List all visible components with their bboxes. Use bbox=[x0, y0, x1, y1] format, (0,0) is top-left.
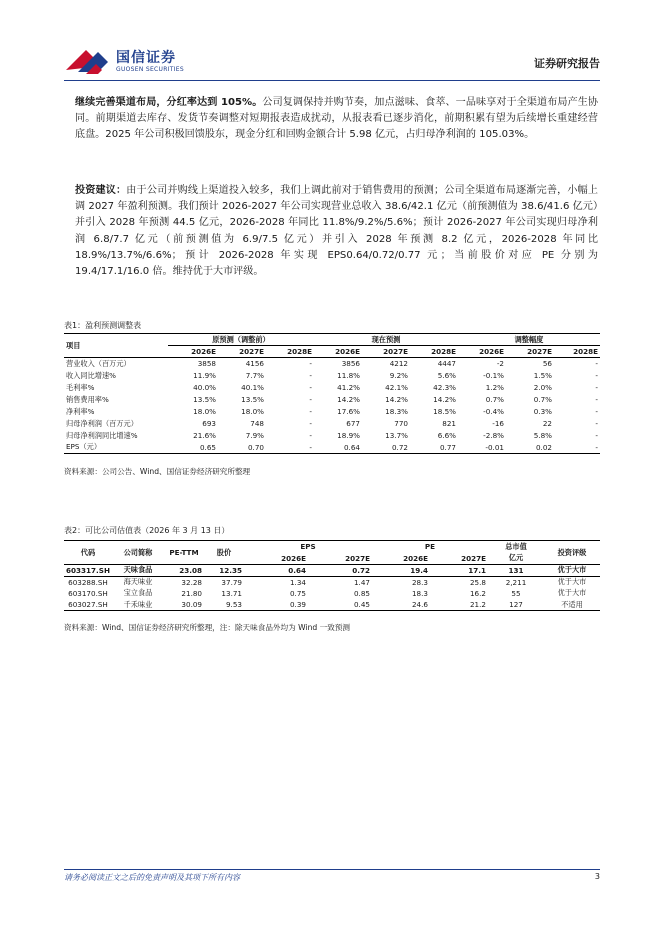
report-type-label: 证券研究报告 bbox=[534, 57, 600, 70]
table-row bbox=[64, 358, 600, 370]
table-cell-name: 天味食品 bbox=[112, 565, 164, 577]
table-cell: 14.2% bbox=[337, 395, 360, 404]
table-cell-eps26: 0.64 bbox=[244, 565, 308, 577]
table-cell-rating: 优于大市 bbox=[544, 565, 600, 577]
table-cell: - bbox=[595, 359, 598, 369]
table-cell-pe27: 17.1 bbox=[430, 565, 488, 577]
rating-header: 投资评级 bbox=[544, 541, 600, 565]
disclaimer-text: 请务必阅读正文之后的免责声明及其项下所有内容 bbox=[64, 873, 240, 882]
table-cell: 1.5% bbox=[533, 371, 552, 380]
year-header: 2027E bbox=[506, 346, 554, 358]
profit-forecast-table bbox=[64, 333, 600, 454]
table-cell-price: 9.53 bbox=[204, 599, 244, 611]
table-cell: 14.2% bbox=[385, 395, 408, 404]
table-cell: - bbox=[266, 442, 314, 454]
table-cell-mktcap: 127 bbox=[488, 599, 544, 611]
table-row bbox=[64, 576, 600, 588]
table-cell: 18.0% bbox=[241, 407, 264, 416]
item-header: 项目 bbox=[64, 334, 168, 358]
table2-title: 表2：可比公司估值表（2026 年 3 月 13 日） bbox=[64, 526, 230, 535]
table-cell: 0.7% bbox=[533, 395, 552, 404]
table-cell: 770 bbox=[394, 419, 408, 428]
table-cell: -0.4% bbox=[483, 407, 504, 416]
paragraph-lead: 继续完善渠道布局，分红率达到 105%。 bbox=[75, 97, 263, 108]
table-cell-eps27: 1.47 bbox=[353, 577, 370, 587]
table-cell: 0.65 bbox=[168, 442, 218, 454]
table-cell: 0.64 bbox=[314, 442, 362, 454]
table-row bbox=[64, 406, 600, 418]
table-cell-rating: 优于大市 bbox=[557, 588, 587, 598]
pettm-header: PE-TTM bbox=[164, 541, 204, 565]
footer-divider bbox=[64, 869, 600, 870]
row-label: 毛利率% bbox=[66, 382, 95, 392]
table-cell: - bbox=[595, 419, 598, 428]
table-row bbox=[64, 588, 600, 600]
table-cell: 4156 bbox=[245, 359, 264, 369]
table-cell: 18.3% bbox=[385, 407, 408, 416]
table-cell: 7.9% bbox=[245, 431, 264, 440]
table-cell: - bbox=[309, 383, 312, 392]
year-header: 2027E bbox=[308, 553, 372, 565]
table-cell-eps27: 0.72 bbox=[308, 565, 372, 577]
table-cell: - bbox=[595, 383, 598, 392]
table-row bbox=[64, 418, 600, 430]
year-header: 2026E bbox=[458, 346, 506, 358]
group-header-original: 原预测（调整前） bbox=[168, 334, 314, 346]
table-cell: 9.2% bbox=[389, 371, 408, 380]
table-cell-name: 宝立食品 bbox=[123, 588, 153, 598]
table-cell-code: 603027.SH bbox=[64, 599, 112, 611]
table-cell: - bbox=[595, 431, 598, 440]
table-cell-pe27: 21.2 bbox=[430, 599, 488, 611]
table-cell: - bbox=[309, 395, 312, 404]
table-cell-code: 603288.SH bbox=[68, 577, 108, 587]
table-cell: 13.5% bbox=[241, 395, 264, 404]
table-row bbox=[64, 394, 600, 406]
paragraph-body: 由于公司并购线上渠道投入较多，我们上调此前对于销售费用的预测；公司全渠道布局逐渐完善，小幅上调 2027 年盈利预测。我们预计 2026-2027 年公司实现营业总收入 38.6/42.1 亿元（前预测值为 38.6/41.6 亿元）并引入 2028 年预测 44.5 亿元，2026-2028 年同比 11.8%/9.2%/5.6%；预计 2026-2027 年公司实现归母净利润 6.8/7.7 亿元（前预测值为 6.9/7.5 亿元）并引入 2028 年预测 8.2 亿元，2026-2028 年同比 18.9%/13.7%/6.6%；预计 2026-2028 年实现 EPS0.64/0.72/0.77 元；当前股价对应 PE 分别为 19.4/17.1/16.0 倍。维持优于大市评级。 bbox=[75, 185, 599, 278]
table1-title: 表1：盈利预测调整表 bbox=[64, 321, 142, 330]
year-header: 2027E bbox=[430, 553, 488, 565]
table-cell: - bbox=[309, 431, 312, 440]
table-cell: 42.1% bbox=[385, 383, 408, 392]
logo-cn-text: 国信证券 bbox=[116, 50, 176, 66]
table-cell: 748 bbox=[250, 419, 264, 428]
mktcap-unit-header: 亿元 bbox=[488, 553, 544, 565]
table-cell-eps26: 0.75 bbox=[289, 588, 306, 598]
table-row bbox=[64, 599, 600, 611]
row-label: 归母净利润（百万元） bbox=[66, 418, 138, 428]
year-header: 2026E bbox=[244, 553, 308, 565]
table-cell-price: 12.35 bbox=[204, 565, 244, 577]
page-number: 3 bbox=[594, 872, 600, 881]
table-cell-mktcap: 131 bbox=[488, 565, 544, 577]
year-header: 2026E bbox=[168, 346, 218, 358]
year-header: 2028E bbox=[266, 346, 314, 358]
table-cell: 0.02 bbox=[506, 442, 554, 454]
row-label: 归母净利润同比增速% bbox=[66, 430, 138, 440]
table-cell: -0.01 bbox=[458, 442, 506, 454]
table-cell-pe-ttm: 30.09 bbox=[164, 599, 204, 611]
table-cell: 56 bbox=[542, 359, 552, 369]
table-cell-eps26: 1.34 bbox=[289, 577, 306, 587]
table-row bbox=[64, 370, 600, 382]
table-cell: - bbox=[309, 419, 312, 428]
group-header-adjustment: 调整幅度 bbox=[458, 334, 600, 346]
year-header: 2026E bbox=[372, 553, 430, 565]
table-row bbox=[64, 565, 600, 577]
table-cell: 5.8% bbox=[533, 431, 552, 440]
table-cell: 5.6% bbox=[437, 371, 456, 380]
table-cell-eps27: 0.85 bbox=[353, 588, 370, 598]
table-cell: 3858 bbox=[197, 359, 216, 369]
table-cell: -0.1% bbox=[483, 371, 504, 380]
table-cell: 18.0% bbox=[193, 407, 216, 416]
table-cell: 11.9% bbox=[193, 371, 216, 380]
table-cell: 1.2% bbox=[485, 383, 504, 392]
table-cell: 3856 bbox=[341, 359, 360, 369]
logo-en-text: GUOSEN SECURITIES bbox=[116, 66, 185, 73]
table-cell-pe27: 25.8 bbox=[469, 577, 486, 587]
page-header bbox=[64, 44, 600, 78]
name-header: 公司简称 bbox=[112, 541, 164, 565]
table-cell: - bbox=[595, 407, 598, 416]
table-cell-pe-ttm: 23.08 bbox=[164, 565, 204, 577]
year-header: 2027E bbox=[218, 346, 266, 358]
table-cell: 11.8% bbox=[337, 371, 360, 380]
table-cell-mktcap: 55 bbox=[511, 588, 521, 598]
table-cell: -2 bbox=[496, 359, 504, 369]
table-cell: 2.0% bbox=[533, 383, 552, 392]
table-cell: 821 bbox=[442, 419, 456, 428]
table-row bbox=[64, 382, 600, 394]
table-cell-pe-ttm: 32.28 bbox=[181, 577, 202, 587]
table-cell-price: 37.79 bbox=[221, 577, 242, 587]
table-cell: 7.7% bbox=[245, 371, 264, 380]
table-cell: 0.70 bbox=[218, 442, 266, 454]
table-cell: 0.3% bbox=[533, 407, 552, 416]
table-cell: 6.6% bbox=[437, 431, 456, 440]
table-cell-eps27: 0.45 bbox=[308, 599, 372, 611]
table-cell: - bbox=[309, 407, 312, 416]
row-label: 销售费用率% bbox=[66, 394, 109, 404]
table-cell: - bbox=[595, 371, 598, 380]
table-cell-code: 603170.SH bbox=[68, 588, 108, 598]
paragraph-channel-layout bbox=[75, 95, 598, 144]
table2-source: 资料来源：Wind、国信证券经济研究所整理，注：除天味食品外均为 Wind 一致预测 bbox=[64, 623, 350, 632]
table-cell: 22 bbox=[542, 419, 552, 428]
table-cell: 41.2% bbox=[337, 383, 360, 392]
table-cell: 42.3% bbox=[433, 383, 456, 392]
table-cell-pe26: 24.6 bbox=[372, 599, 430, 611]
paragraph-lead: 投资建议： bbox=[75, 185, 127, 196]
row-label: EPS（元） bbox=[64, 442, 168, 454]
table-cell: 0.7% bbox=[485, 395, 504, 404]
table-cell: -2.8% bbox=[483, 431, 504, 440]
table-cell: -16 bbox=[492, 419, 504, 428]
year-header: 2027E bbox=[362, 346, 410, 358]
comparable-valuation-table bbox=[64, 540, 600, 611]
table-cell-code: 603317.SH bbox=[64, 565, 112, 577]
row-label: 净利率% bbox=[66, 406, 95, 416]
table-cell-eps26: 0.39 bbox=[244, 599, 308, 611]
table-cell: 18.9% bbox=[337, 431, 360, 440]
table-cell-pe27: 16.2 bbox=[469, 588, 486, 598]
table-cell: 21.6% bbox=[193, 431, 216, 440]
table-cell-name: 千禾味业 bbox=[112, 599, 164, 611]
mktcap-header: 总市值 bbox=[488, 541, 544, 553]
table-cell: 13.7% bbox=[385, 431, 408, 440]
table-cell-mktcap: 2,211 bbox=[505, 577, 527, 587]
table-cell: - bbox=[595, 395, 598, 404]
pe-header: PE bbox=[372, 541, 488, 553]
paragraph-body: 公司复调保持并购节奏，加点滋味、食萃、一品味享对于全渠道布局产生协同。前期渠道去库存、发货节奏调整对短期报表造成扰动，从报表看已逐步消化，前期积累有望为后续增长重建经营底盘。2025 年公司积极回馈股东，现金分红和回购金额合计 5.98 亿元，占归母净利润的 105.03%。 bbox=[75, 97, 598, 141]
paragraph-investment-advice bbox=[75, 183, 598, 280]
price-header: 股价 bbox=[204, 541, 244, 565]
code-header: 代码 bbox=[64, 541, 112, 565]
row-label: 收入同比增速% bbox=[66, 370, 116, 380]
table-cell: 0.77 bbox=[410, 442, 458, 454]
table-cell-name: 海天味业 bbox=[123, 577, 153, 586]
year-header: 2028E bbox=[554, 346, 600, 358]
table-cell: 4447 bbox=[437, 359, 456, 369]
table-cell: 4212 bbox=[389, 359, 408, 369]
table-cell: 677 bbox=[346, 419, 360, 428]
table-cell: 13.5% bbox=[193, 395, 216, 404]
table-cell: 18.5% bbox=[433, 407, 456, 416]
header-divider bbox=[64, 80, 600, 81]
table-cell-pe26: 19.4 bbox=[372, 565, 430, 577]
table-cell: 0.72 bbox=[362, 442, 410, 454]
table-cell: 40.0% bbox=[193, 383, 216, 392]
table-cell: 17.6% bbox=[337, 407, 360, 416]
guosen-logo-icon bbox=[64, 44, 110, 76]
table-row bbox=[64, 442, 600, 454]
table-cell-pe26: 28.3 bbox=[411, 577, 428, 587]
table-cell-rating: 优于大市 bbox=[557, 577, 587, 586]
table-cell-pe26: 18.3 bbox=[411, 588, 428, 598]
table-cell-price: 13.71 bbox=[221, 588, 242, 598]
table-cell: 40.1% bbox=[241, 383, 264, 392]
table-cell: - bbox=[554, 442, 600, 454]
table-cell: - bbox=[309, 359, 312, 369]
year-header: 2026E bbox=[314, 346, 362, 358]
table-cell: - bbox=[309, 371, 312, 380]
table1-source: 资料来源：公司公告、Wind、国信证券经济研究所整理 bbox=[64, 467, 251, 476]
year-header: 2028E bbox=[410, 346, 458, 358]
group-header-current: 现在预测 bbox=[314, 334, 458, 346]
table-cell: 693 bbox=[202, 419, 216, 428]
table-cell-pe-ttm: 21.80 bbox=[181, 588, 202, 598]
eps-header: EPS bbox=[244, 541, 372, 553]
table-row bbox=[64, 430, 600, 442]
table-cell: 14.2% bbox=[433, 395, 456, 404]
row-label: 营业收入（百万元） bbox=[66, 358, 131, 368]
table-cell-rating: 不适用 bbox=[544, 599, 600, 611]
